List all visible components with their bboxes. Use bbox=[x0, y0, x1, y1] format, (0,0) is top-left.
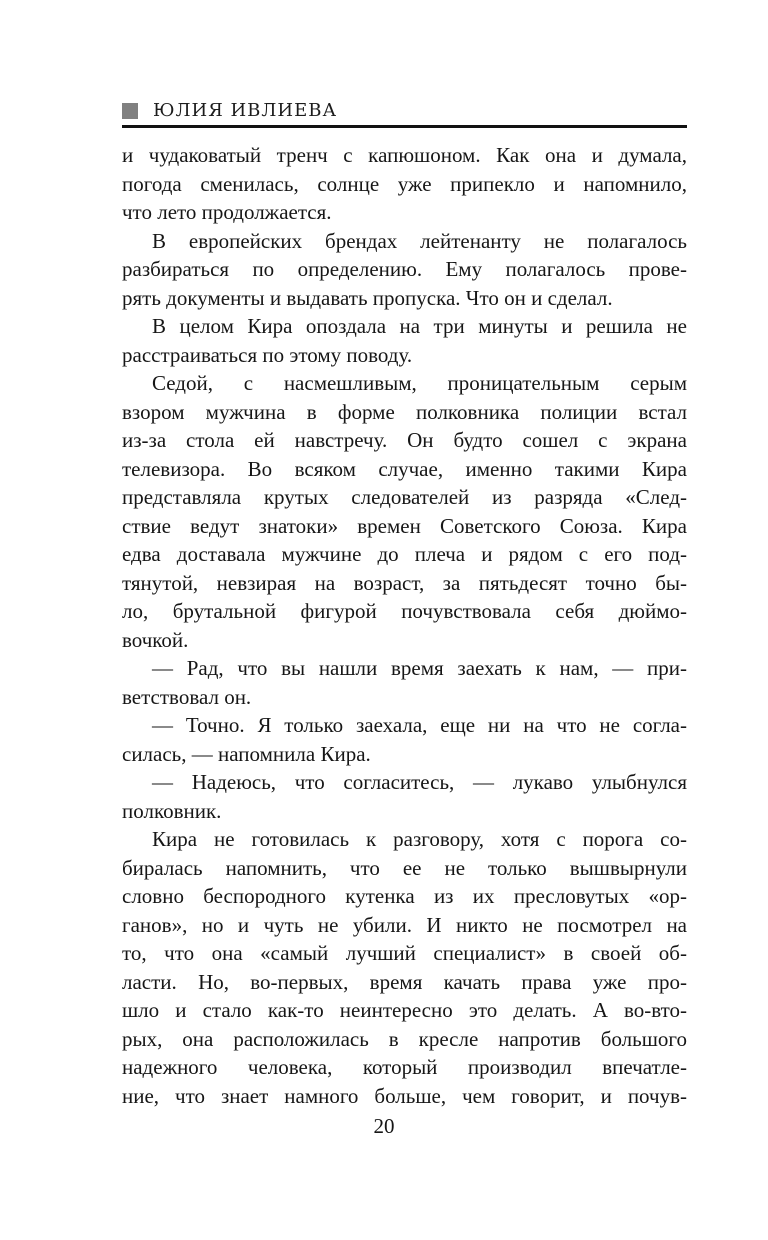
text-line: погода сменилась, солнце уже припекло и напомнило, bbox=[122, 171, 687, 196]
text-line: ло, брутальной фигурой почувствовала себя дюймо- bbox=[122, 599, 687, 623]
text-line: расстраиваться по этому поводу. bbox=[122, 342, 413, 367]
running-header bbox=[122, 101, 687, 121]
header-author-name: ЮЛИЯ ИВЛИЕВА bbox=[153, 100, 338, 121]
page-body-text bbox=[122, 141, 687, 1110]
text-line: полковник. bbox=[122, 798, 222, 823]
text-line: В европейских брендах лейтенанту не полагалось bbox=[152, 228, 687, 253]
text-line: из-за стола ей навстречу. Он будто сошел с экрана bbox=[122, 428, 687, 452]
text-line: силась, — напомнила Кира. bbox=[122, 741, 371, 766]
text-line: едва доставала мужчине до плеча и рядом с его под- bbox=[122, 542, 687, 566]
text-line: ние, что знает намного больше, чем говорит, и почув- bbox=[122, 1083, 687, 1108]
text-line: что лето продолжается. bbox=[122, 200, 332, 224]
text-line: разбираться по определению. Ему полагалось прове- bbox=[122, 257, 687, 281]
text-line: ласти. Но, во-первых, время качать права уже про- bbox=[122, 969, 687, 994]
text-line: и чудаковатый тренч с капюшоном. Как она и думала, bbox=[122, 143, 687, 167]
text-line: — Рад, что вы нашли время заехать к нам, — при- bbox=[152, 656, 687, 680]
text-line: — Точно. Я только заехала, еще ни на что не согла- bbox=[152, 713, 687, 737]
text-line: Седой, с насмешливым, проницательным серым bbox=[152, 371, 687, 395]
text-line: взором мужчина в форме полковника полиции встал bbox=[122, 399, 687, 424]
text-line: ветствовал он. bbox=[122, 684, 252, 709]
text-line: рых, она расположилась в кресле напротив большого bbox=[122, 1026, 687, 1051]
text-line: словно беспородного кутенка из их пресловутых «ор- bbox=[122, 884, 687, 908]
text-line: ствие ведут знатоки» времен Советского Союза. Кира bbox=[122, 513, 687, 538]
header-rule bbox=[122, 125, 687, 128]
text-line: телевизора. Во всяком случае, именно такими Кира bbox=[122, 456, 687, 481]
text-line: надежного человека, который производил впечатле- bbox=[122, 1055, 687, 1079]
text-line: представляла крутых следователей из разряда «След- bbox=[122, 485, 687, 509]
text-line: то, что она «самый лучший специалист» в своей об- bbox=[122, 941, 687, 965]
text-line: Кира не готовилась к разговору, хотя с порога со- bbox=[152, 827, 687, 851]
text-line: биралась напомнить, что ее не только вышвырнули bbox=[122, 855, 687, 880]
text-line: шло и стало как-то неинтересно это делать. А во-вто- bbox=[122, 998, 687, 1022]
text-line: вочкой. bbox=[122, 627, 189, 652]
text-line: тянутой, невзирая на возраст, за пятьдесят точно бы- bbox=[122, 570, 687, 595]
text-line: В целом Кира опоздала на три минуты и решила не bbox=[152, 314, 687, 338]
page-number: 20 bbox=[373, 1114, 395, 1138]
text-line: рять документы и выдавать пропуска. Что он и сделал. bbox=[122, 285, 613, 310]
text-line: — Надеюсь, что согласитесь, — лукаво улыбнулся bbox=[152, 770, 687, 794]
text-line: ганов», но и чуть не убили. И никто не посмотрел на bbox=[122, 912, 687, 937]
header-marker-square bbox=[122, 103, 138, 119]
